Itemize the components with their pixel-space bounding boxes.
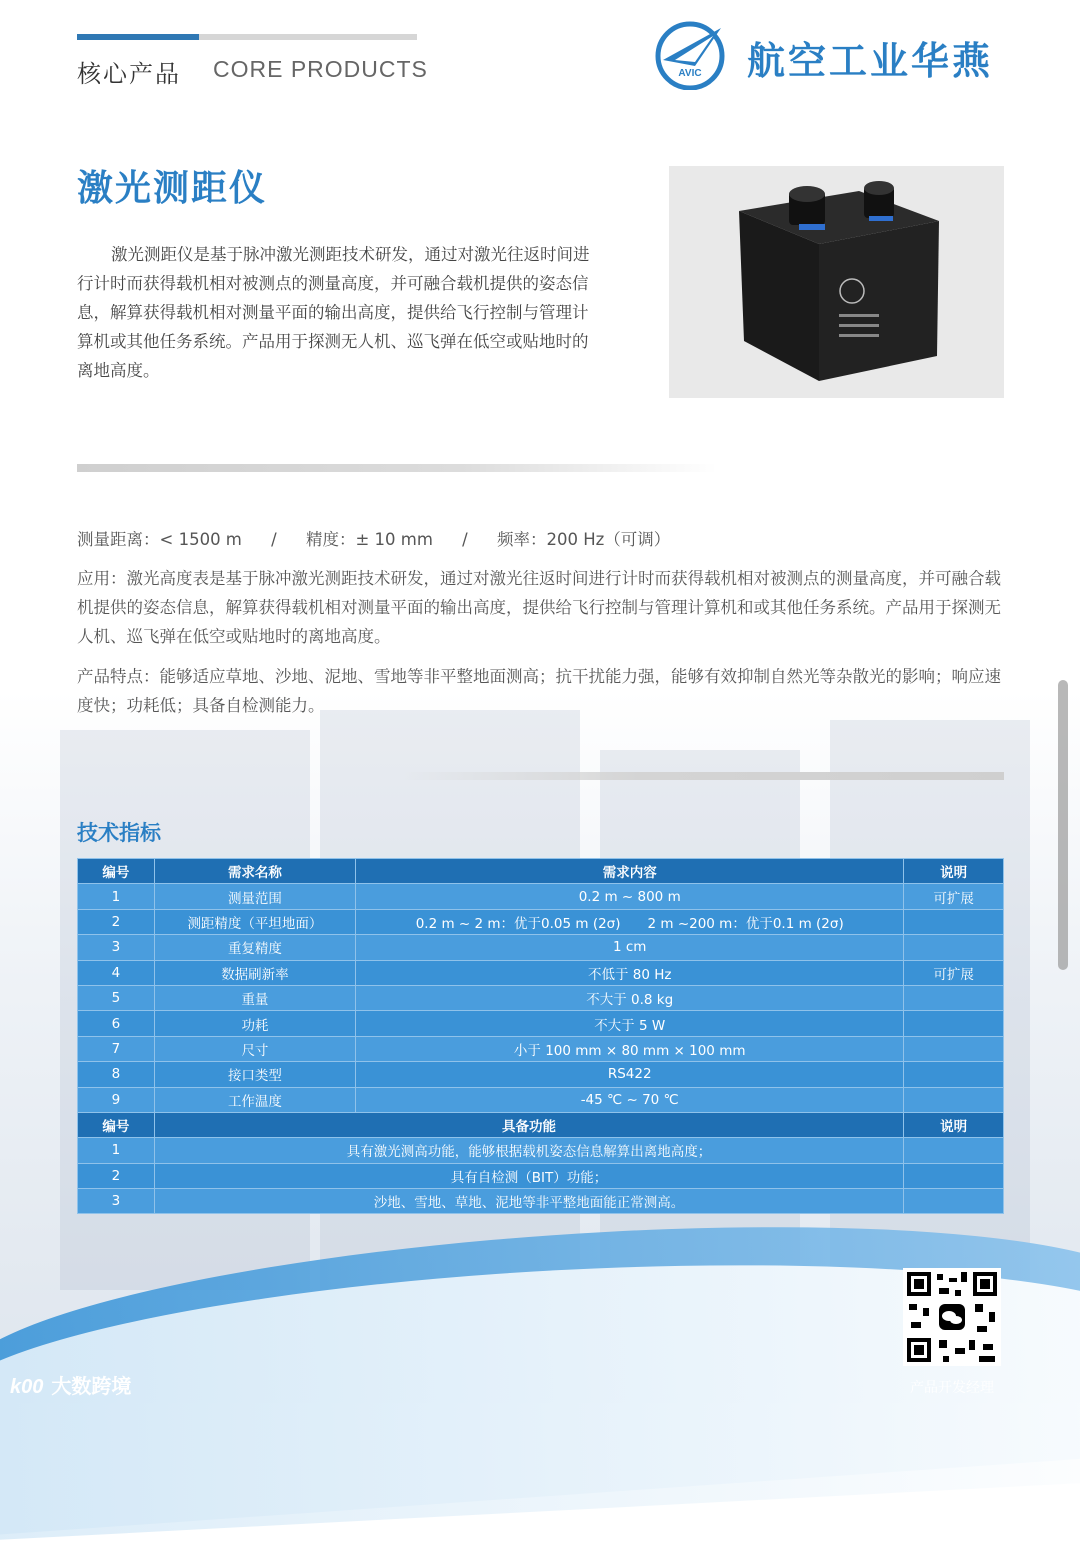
- header-cell: 需求内容: [356, 859, 904, 884]
- cell-no: 1: [78, 884, 155, 909]
- function-row: [78, 1163, 1004, 1188]
- header-cell: 说明: [904, 1112, 1004, 1137]
- cell-content: -45 ℃ ~ 70 ℃: [356, 1087, 904, 1112]
- table-row: [78, 1087, 1004, 1112]
- header-cell: 说明: [904, 859, 1004, 884]
- tech-spec-title: 技术指标: [77, 820, 161, 845]
- section-divider-2: [400, 772, 1004, 780]
- watermark-text: 大数跨境: [51, 1374, 132, 1398]
- spec-separator: /: [271, 530, 277, 549]
- cell-note: [904, 1011, 1004, 1036]
- cell-content: 0.2 m ~ 2 m：优于0.05 m (2σ) 2 m ~200 m：优于0.1 m (2σ): [356, 909, 904, 934]
- header-cell: 需求名称: [154, 859, 355, 884]
- cell-function: 沙地、雪地、草地、泥地等非平整地面能正常测高。: [154, 1189, 904, 1214]
- avic-logo: [655, 18, 1005, 92]
- avic-emblem-icon: [655, 20, 725, 90]
- cell-note: 可扩展: [904, 960, 1004, 985]
- cell-no: 1: [78, 1138, 155, 1163]
- function-header-row: [78, 1112, 1004, 1137]
- qr-code[interactable]: [903, 1268, 1001, 1366]
- cell-no: 3: [78, 1189, 155, 1214]
- cell-function: 具有自检测（BIT）功能；: [154, 1163, 904, 1188]
- header-cell: 具备功能: [154, 1112, 904, 1137]
- spec-separator: /: [462, 530, 468, 549]
- spec-range: 测量距离：< 1500 m: [77, 530, 242, 549]
- cell-name: 测距精度（平坦地面）: [154, 909, 355, 934]
- header-cell: 编号: [78, 1112, 155, 1137]
- cell-note: [904, 935, 1004, 960]
- function-row: [78, 1189, 1004, 1214]
- watermark: [10, 1370, 131, 1399]
- cell-function: 具有激光测高功能，能够根据载机姿态信息解算出离地高度；: [154, 1138, 904, 1163]
- laser-rangefinder-image: [669, 166, 1004, 398]
- application-paragraph: 应用：激光高度表是基于脉冲激光测距技术研发，通过对激光往返时间进行计时而获得载机相对被测点的测量高度，并可融合载机提供的姿态信息，解算获得载机相对测量平面的输出高度，提供给飞行控制与管理计算机和或其他任务系统。产品用于探测无人机、巡飞弹在低空或贴地时的离地高度。: [77, 569, 1001, 646]
- cell-no: 9: [78, 1087, 155, 1112]
- cell-content: RS422: [356, 1062, 904, 1087]
- cell-content: 小于 100 mm × 80 mm × 100 mm: [356, 1036, 904, 1061]
- function-row: [78, 1138, 1004, 1163]
- cell-name: 数据刷新率: [154, 960, 355, 985]
- cell-name: 尺寸: [154, 1036, 355, 1061]
- brand-name: 航空工业华燕: [747, 39, 994, 83]
- table-row: [78, 1036, 1004, 1061]
- table-row: [78, 1062, 1004, 1087]
- cell-content: 0.2 m ~ 800 m: [356, 884, 904, 909]
- spec-accuracy: 精度：± 10 mm: [305, 530, 433, 549]
- qr-code-icon: [903, 1268, 1001, 1366]
- tech-spec-table: [77, 858, 1004, 1214]
- cell-no: 2: [78, 909, 155, 934]
- cell-name: 接口类型: [154, 1062, 355, 1087]
- section-title-en: CORE PRODUCTS: [213, 56, 428, 82]
- table-row: [78, 909, 1004, 934]
- qr-label: 产品开发经理: [910, 1380, 994, 1396]
- emblem-text: AVIC: [678, 68, 702, 79]
- watermark-mark: k00: [10, 1376, 44, 1398]
- cell-note: [904, 909, 1004, 934]
- cell-no: 8: [78, 1062, 155, 1087]
- cell-name: 工作温度: [154, 1087, 355, 1112]
- cell-note: [904, 1189, 1004, 1214]
- header-cell: 编号: [78, 859, 155, 884]
- cell-no: 5: [78, 985, 155, 1010]
- header-progress-bar: [77, 34, 417, 40]
- cell-name: 测量范围: [154, 884, 355, 909]
- cell-no: 7: [78, 1036, 155, 1061]
- cell-note: 可扩展: [904, 884, 1004, 909]
- section-title-cn: 核心产品: [77, 60, 181, 88]
- cell-no: 4: [78, 960, 155, 985]
- cell-name: 重量: [154, 985, 355, 1010]
- cell-note: [904, 1138, 1004, 1163]
- cell-content: 1 cm: [356, 935, 904, 960]
- table-row: [78, 935, 1004, 960]
- table-row: [78, 1011, 1004, 1036]
- section-divider: [77, 464, 717, 472]
- key-specs: [77, 526, 694, 550]
- cell-content: 不大于 0.8 kg: [356, 985, 904, 1010]
- cell-no: 2: [78, 1163, 155, 1188]
- cell-content: 不低于 80 Hz: [356, 960, 904, 985]
- cell-note: [904, 1036, 1004, 1061]
- cell-note: [904, 1062, 1004, 1087]
- table-row: [78, 960, 1004, 985]
- table-row: [78, 985, 1004, 1010]
- product-photo: [669, 166, 1004, 398]
- cell-name: 功耗: [154, 1011, 355, 1036]
- cell-content: 不大于 5 W: [356, 1011, 904, 1036]
- table-header-row: [78, 859, 1004, 884]
- spec-frequency: 频率：200 Hz（可调）: [496, 530, 671, 549]
- cell-note: [904, 1087, 1004, 1112]
- product-intro: 激光测距仪是基于脉冲激光测距技术研发，通过对激光往返时间进行计时而获得载机相对被测点的测量高度，并可融合载机提供的姿态信息，解算获得载机相对测量平面的输出高度，提供给飞行控制与管理计算机或其他任务系统。产品用于探测无人机、巡飞弹在低空或贴地时的离地高度。: [77, 245, 590, 380]
- cell-no: 6: [78, 1011, 155, 1036]
- cell-note: [904, 1163, 1004, 1188]
- cell-name: 重复精度: [154, 935, 355, 960]
- features-paragraph: 产品特点：能够适应草地、沙地、泥地、雪地等非平整地面测高；抗干扰能力强，能够有效抑制自然光等杂散光的影响；响应速度快；功耗低；具备自检测能力。: [77, 667, 1001, 715]
- product-title: 激光测距仪: [77, 167, 268, 209]
- scrollbar-thumb[interactable]: [1058, 680, 1068, 970]
- table-row: [78, 884, 1004, 909]
- cell-note: [904, 985, 1004, 1010]
- cell-no: 3: [78, 935, 155, 960]
